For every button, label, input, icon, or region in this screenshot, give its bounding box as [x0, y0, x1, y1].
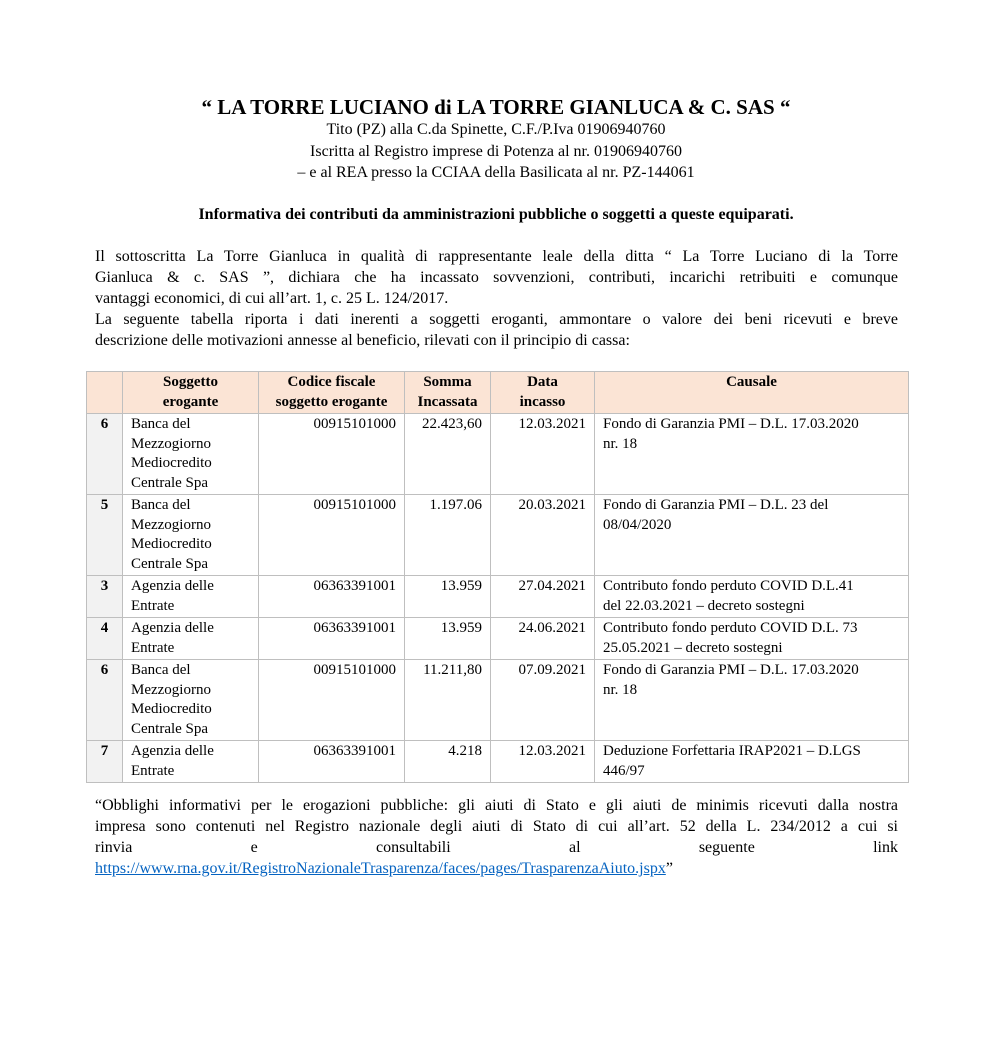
- cell-soggetto: [123, 618, 259, 660]
- header-text: erogante: [162, 393, 219, 410]
- row-index: 3: [87, 576, 123, 618]
- intro-paragraph-2: [95, 309, 898, 351]
- cell-codice: 06363391001: [259, 576, 405, 618]
- cell-codice: 00915101000: [259, 660, 405, 741]
- footer-link-line: [95, 858, 898, 879]
- footer-word: rinvia: [95, 839, 133, 856]
- cell-line: Agenzia delle: [131, 578, 214, 594]
- row-index: 4: [87, 618, 123, 660]
- rna-link[interactable]: https://www.rna.gov.it/RegistroNazionaleTrasparenza/faces/pages/TrasparenzaAiuto.jspx: [95, 860, 666, 877]
- cell-line: Contributo fondo perduto COVID D.L. 73: [603, 620, 858, 636]
- cell-data: 12.03.2021: [491, 414, 595, 495]
- header-somma: [405, 372, 491, 414]
- cell-soggetto: [123, 660, 259, 741]
- company-registry: Iscritta al Registro imprese di Potenza al nr. 01906940760: [310, 143, 682, 160]
- cell-line: Entrate: [131, 597, 175, 614]
- cell-line: 446/97: [603, 762, 645, 779]
- cell-line: Banca del: [131, 662, 191, 678]
- header-text: Soggetto: [163, 374, 218, 390]
- cell-line: 08/04/2020: [603, 516, 672, 533]
- cell-line: 25.05.2021 – decreto sostegni: [603, 639, 783, 656]
- footer-line: “Obblighi informativi per le erogazioni pubbliche: gli aiuti di Stato e gli aiuti de minimis ricevuti dalla nostra: [95, 797, 898, 814]
- cell-codice: 00915101000: [259, 495, 405, 576]
- footer-line: impresa sono contenuti nel Registro nazionale degli aiuti di Stato di cui all’art. 52 della L. 234/2012 a cui si: [95, 818, 898, 835]
- header-text: soggetto erogante: [275, 393, 388, 410]
- intro-line: Gianluca & c. SAS ”, dichiara che ha incassato sovvenzioni, contributi, incarichi retribuiti e comunque: [95, 269, 898, 286]
- row-index: 6: [87, 660, 123, 741]
- company-title: “ LA TORRE LUCIANO di LA TORRE GIANLUCA & C. SAS “: [201, 95, 791, 119]
- intro-line: La seguente tabella riporta i dati inerenti a soggetti eroganti, ammontare o valore dei beni ricevuti e breve: [95, 311, 898, 328]
- cell-line: Fondo di Garanzia PMI – D.L. 17.03.2020: [603, 416, 859, 432]
- cell-line: nr. 18: [603, 435, 638, 452]
- section-heading: Informativa dei contributi da amministrazioni pubbliche o soggetti a queste equiparati.: [198, 206, 794, 223]
- footer-notice: [95, 795, 898, 879]
- cell-data: 24.06.2021: [491, 618, 595, 660]
- cell-soggetto: [123, 576, 259, 618]
- table-header-row: [87, 372, 909, 414]
- intro-line: descrizione delle motivazioni annesse al beneficio, rilevati con il principio di cassa:: [95, 332, 630, 349]
- cell-data: 27.04.2021: [491, 576, 595, 618]
- header-text: incasso: [519, 393, 566, 410]
- header-index: [87, 372, 123, 414]
- row-index: 6: [87, 414, 123, 495]
- cell-line: Entrate: [131, 639, 175, 656]
- cell-causale: [595, 660, 909, 741]
- header-text: Codice fiscale: [287, 374, 376, 390]
- cell-somma: 13.959: [405, 576, 491, 618]
- intro-line: vantaggi economici, di cui all’art. 1, c. 25 L. 124/2017.: [95, 290, 449, 307]
- cell-somma: 1.197.06: [405, 495, 491, 576]
- cell-causale: [595, 618, 909, 660]
- cell-line: Agenzia delle: [131, 743, 214, 759]
- cell-line: Centrale Spa: [131, 720, 209, 737]
- header-text: Data: [527, 374, 558, 390]
- cell-line: Centrale Spa: [131, 555, 209, 572]
- intro-paragraph-1: [95, 246, 898, 309]
- cell-somma: 13.959: [405, 618, 491, 660]
- table-row: [87, 576, 909, 618]
- cell-line: Agenzia delle: [131, 620, 214, 636]
- cell-line: Mezzogiorno: [131, 516, 211, 533]
- intro-line: Il sottoscritta La Torre Gianluca in qualità di rappresentante leale della ditta “ La Torre Luciano di la Torre: [95, 248, 898, 265]
- footer-line-spread: [95, 837, 898, 858]
- company-rea: – e al REA presso la CCIAA della Basilicata al nr. PZ-144061: [297, 164, 695, 181]
- footer-word: seguente: [698, 839, 755, 856]
- cell-somma: 4.218: [405, 741, 491, 783]
- contributions-table: [86, 371, 909, 783]
- cell-line: del 22.03.2021 – decreto sostegni: [603, 597, 805, 614]
- cell-line: Fondo di Garanzia PMI – D.L. 17.03.2020: [603, 662, 859, 678]
- header-text: Somma: [423, 374, 472, 390]
- cell-codice: 06363391001: [259, 741, 405, 783]
- footer-word: al: [568, 839, 581, 856]
- cell-soggetto: [123, 741, 259, 783]
- cell-line: Fondo di Garanzia PMI – D.L. 23 del: [603, 497, 829, 513]
- header-codice: [259, 372, 405, 414]
- cell-line: Entrate: [131, 762, 175, 779]
- table-row: [87, 618, 909, 660]
- footer-word: e: [250, 839, 258, 856]
- table-row: [87, 741, 909, 783]
- row-index: 7: [87, 741, 123, 783]
- cell-causale: [595, 741, 909, 783]
- cell-line: Mediocredito: [131, 455, 212, 471]
- cell-line: Deduzione Forfettaria IRAP2021 – D.LGS: [603, 743, 861, 759]
- cell-somma: 11.211,80: [405, 660, 491, 741]
- cell-line: Contributo fondo perduto COVID D.L.41: [603, 578, 854, 594]
- row-index: 5: [87, 495, 123, 576]
- cell-line: Banca del: [131, 497, 191, 513]
- footer-word: consultabili: [376, 839, 451, 856]
- header-text: Causale: [726, 374, 777, 390]
- cell-line: nr. 18: [603, 681, 638, 698]
- footer-word: link: [873, 839, 898, 856]
- cell-line: Mediocredito: [131, 701, 212, 717]
- header-text: Incassata: [417, 393, 478, 410]
- table-row: [87, 414, 909, 495]
- closing-quote: ”: [665, 860, 673, 877]
- cell-causale: [595, 495, 909, 576]
- cell-line: Banca del: [131, 416, 191, 432]
- cell-data: 12.03.2021: [491, 741, 595, 783]
- cell-soggetto: [123, 414, 259, 495]
- cell-codice: 06363391001: [259, 618, 405, 660]
- cell-codice: 00915101000: [259, 414, 405, 495]
- table-row: [87, 660, 909, 741]
- cell-line: Mezzogiorno: [131, 435, 211, 452]
- header-data: [491, 372, 595, 414]
- cell-data: 07.09.2021: [491, 660, 595, 741]
- cell-line: Mediocredito: [131, 536, 212, 552]
- cell-somma: 22.423,60: [405, 414, 491, 495]
- cell-line: Mezzogiorno: [131, 681, 211, 698]
- cell-causale: [595, 576, 909, 618]
- header-soggetto: [123, 372, 259, 414]
- company-address: Tito (PZ) alla C.da Spinette, C.F./P.Iva 01906940760: [326, 121, 666, 138]
- header-causale: [595, 372, 909, 414]
- cell-causale: [595, 414, 909, 495]
- table-row: [87, 495, 909, 576]
- cell-soggetto: [123, 495, 259, 576]
- cell-line: Centrale Spa: [131, 474, 209, 491]
- cell-data: 20.03.2021: [491, 495, 595, 576]
